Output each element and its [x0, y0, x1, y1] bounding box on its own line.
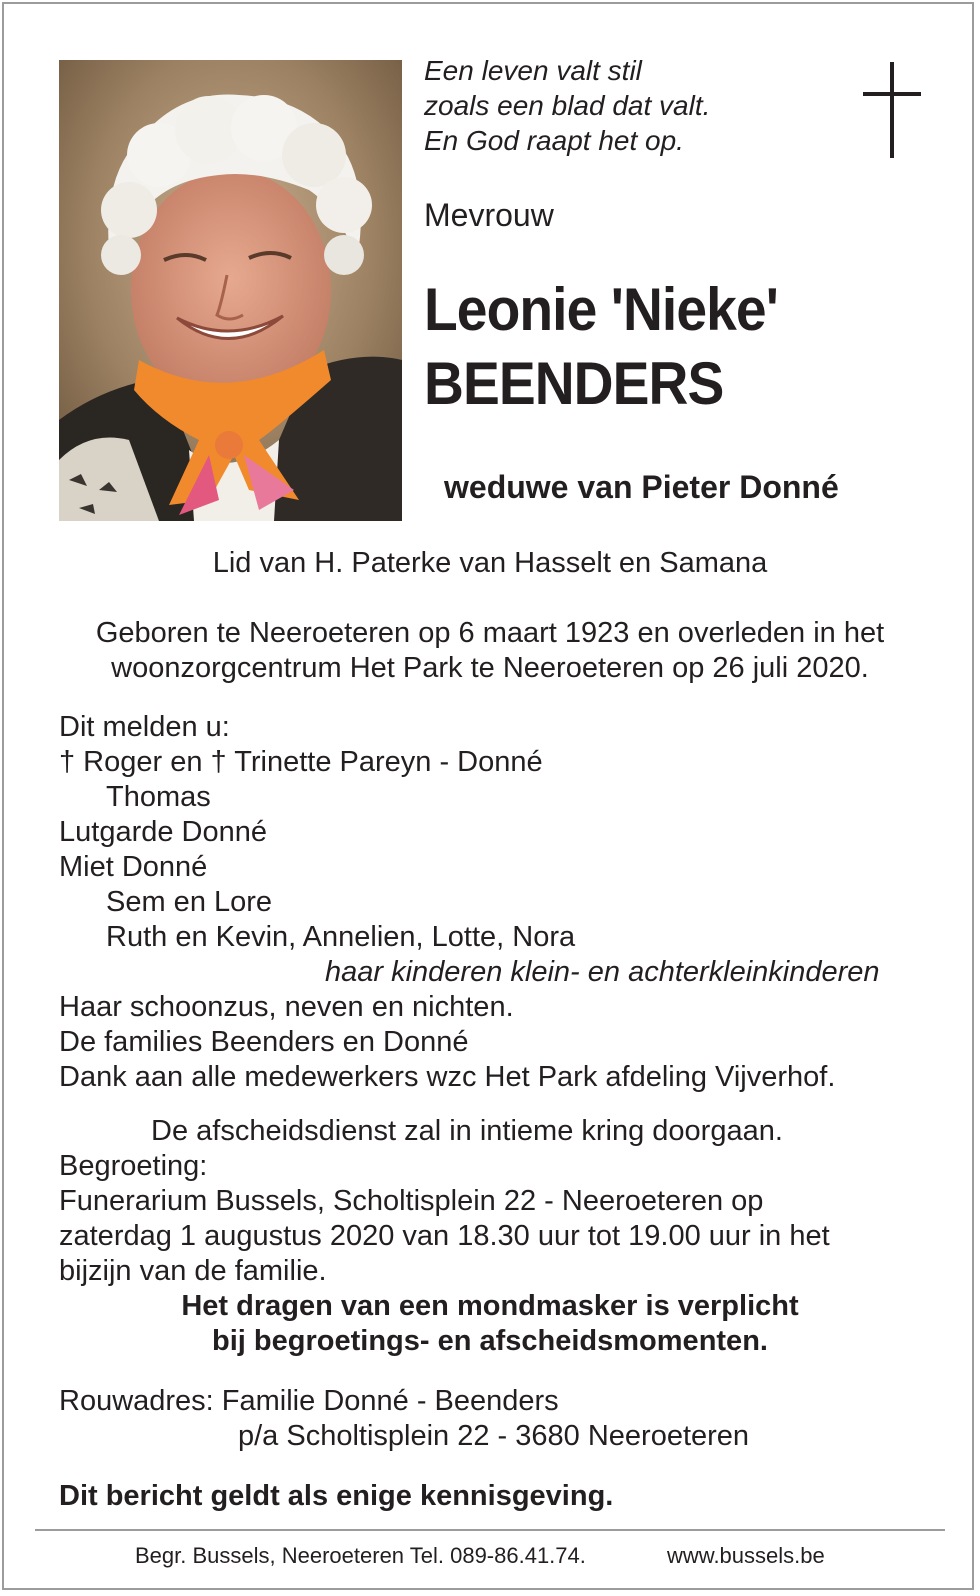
visitation-line: Begroeting: [59, 1150, 208, 1182]
membership: Lid van H. Paterke van Hasselt en Samana [212, 547, 768, 579]
family-member: Sem en Lore [106, 886, 273, 918]
notice: Dit bericht geldt als enige kennisgeving. [59, 1480, 614, 1512]
cross-icon [863, 62, 923, 158]
deceased-surname: BEENDERS [424, 350, 724, 417]
website-link[interactable]: www.bussels.be [667, 1543, 825, 1568]
address-line: p/a Scholtisplein 22 - 3680 Neeroeteren [238, 1420, 750, 1452]
visitation-line: bijzijn van de familie. [59, 1255, 327, 1287]
poem-line: Een leven valt stil [424, 55, 642, 86]
family-member: Ruth en Kevin, Annelien, Lotte, Nora [106, 921, 576, 953]
birth-death-line: Geboren te Neeroeteren op 6 maart 1923 en overleden in het [95, 617, 885, 649]
title: Mevrouw [424, 197, 554, 233]
family-member: Thomas [106, 781, 211, 813]
family-member: † Roger en † Trinette Pareyn - Donné [59, 746, 543, 778]
visitation-line: zaterdag 1 augustus 2020 van 18.30 uur tot 19.00 uur in het [59, 1220, 830, 1252]
undertaker-info: Begr. Bussels, Neeroeteren Tel. 089-86.41.74. [135, 1543, 586, 1568]
family-member: Miet Donné [59, 851, 208, 883]
deceased-name: Leonie 'Nieke' [424, 276, 778, 343]
address-line: Rouwadres: Familie Donné - Beenders [59, 1385, 559, 1417]
mask-notice: Het dragen van een mondmasker is verplicht [181, 1290, 799, 1322]
spouse: weduwe van Pieter Donné [444, 469, 839, 505]
poem-line: En God raapt het op. [424, 125, 684, 156]
announcers-intro: Dit melden u: [59, 711, 230, 743]
service-notice: De afscheidsdienst zal in intieme kring doorgaan. [151, 1115, 783, 1147]
relatives-line: De families Beenders en Donné [59, 1026, 469, 1058]
family-caption: haar kinderen klein- en achterkleinkinderen [325, 956, 880, 988]
portrait-photo [59, 60, 402, 521]
birth-death-line: woonzorgcentrum Het Park te Neeroeteren op 26 juli 2020. [111, 652, 869, 684]
family-member: Lutgarde Donné [59, 816, 267, 848]
relatives-line: Dank aan alle medewerkers wzc Het Park afdeling Vijverhof. [59, 1061, 836, 1093]
relatives-line: Haar schoonzus, neven en nichten. [59, 991, 514, 1023]
visitation-line: Funerarium Bussels, Scholtisplein 22 - Neeroeteren op [59, 1185, 764, 1217]
poem-line: zoals een blad dat valt. [424, 90, 711, 121]
footer-divider [35, 1529, 945, 1531]
mask-notice: bij begroetings- en afscheidsmomenten. [212, 1325, 768, 1357]
